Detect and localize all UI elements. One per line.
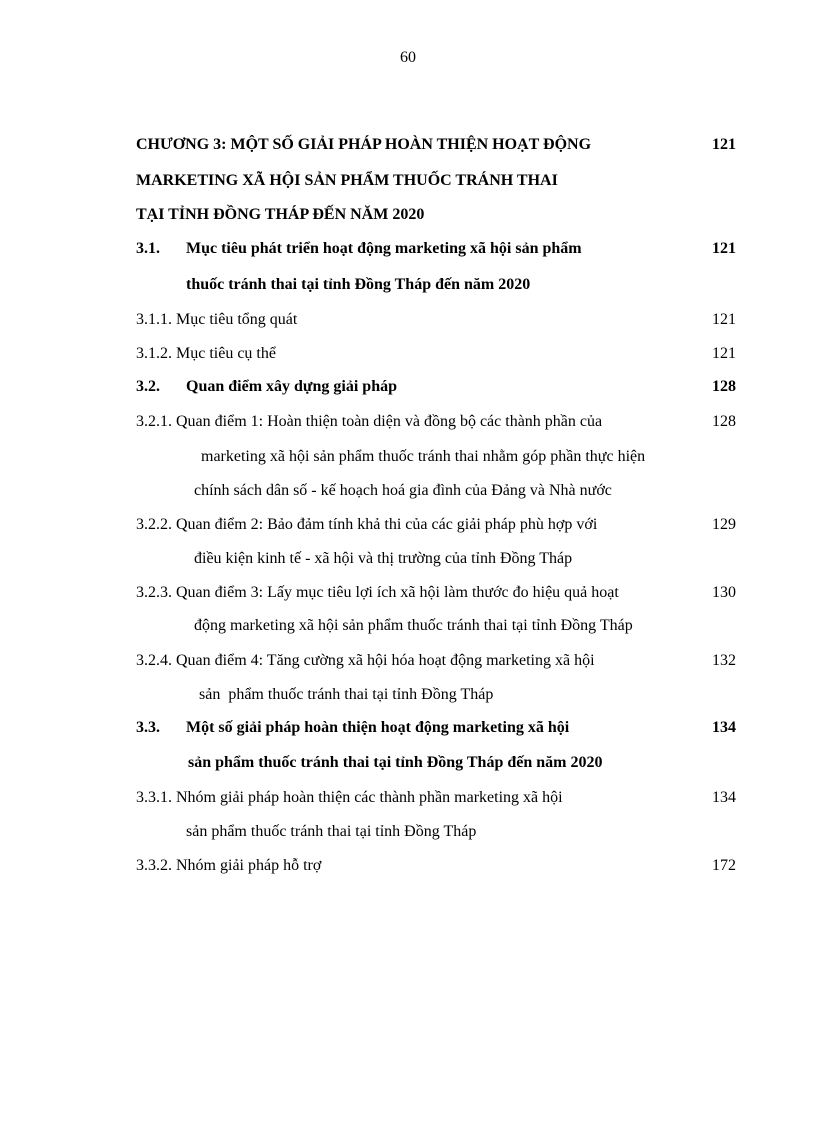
toc-number: 3.3.1. [136, 789, 172, 806]
toc-text-continued: động marketing xã hội sản phẩm thuốc tránh thai tại tỉnh Đồng Tháp [194, 617, 633, 634]
toc-text-continued: sản phẩm thuốc tránh thai tại tỉnh Đồng Tháp [199, 686, 494, 703]
toc-number: 3.3.2. [136, 857, 172, 874]
toc-text: Quan điểm xây dựng giải pháp [186, 378, 397, 395]
toc-text: Quan điểm 3: Lấy mục tiêu lợi ích xã hội làm thước đo hiệu quả hoạt [176, 584, 619, 601]
toc-subsection-3-2-2[interactable] [136, 513, 736, 537]
toc-subsection-3-1-1[interactable] [136, 308, 736, 332]
toc-text-continued: sản phẩm thuốc tránh thai tại tỉnh Đồng Tháp [186, 823, 477, 840]
toc-page-number: 130 [712, 584, 736, 601]
toc-subsection-3-2-4[interactable] [136, 649, 736, 673]
toc-page-number: 172 [712, 857, 736, 874]
toc-section-3-2[interactable] [136, 375, 736, 399]
toc-number: 3.1.1. [136, 311, 172, 328]
toc-number: 3.1.2. [136, 345, 172, 362]
toc-section-3-1[interactable] [136, 237, 736, 261]
toc-text: Quan điểm 4: Tăng cường xã hội hóa hoạt động marketing xã hội [176, 652, 595, 669]
toc-text: Mục tiêu phát triển hoạt động marketing xã hội sản phẩm [186, 240, 582, 257]
toc-subsection-3-3-2[interactable] [136, 854, 736, 878]
toc-number: 3.2. [136, 378, 160, 395]
toc-page-number: 121 [712, 311, 736, 328]
toc-subsection-3-3-1[interactable] [136, 786, 736, 810]
toc-text-continued: marketing xã hội sản phẩm thuốc tránh thai nhằm góp phần thực hiện [201, 448, 646, 465]
toc-text-continued: MARKETING XÃ HỘI SẢN PHẨM THUỐC TRÁNH THAI [136, 172, 558, 189]
toc-text: Quan điểm 1: Hoàn thiện toàn diện và đồng bộ các thành phần của [176, 413, 603, 430]
toc-text: CHƯƠNG 3: MỘT SỐ GIẢI PHÁP HOÀN THIỆN HOẠT ĐỘNG [136, 136, 592, 153]
toc-page-number: 134 [712, 719, 736, 736]
toc-number: 3.1. [136, 240, 160, 257]
toc-page-number: 121 [712, 136, 736, 153]
toc-number: 3.2.2. [136, 516, 172, 533]
toc-text: Một số giải pháp hoàn thiện hoạt động marketing xã hội [186, 719, 570, 736]
toc-text-continued: thuốc tránh thai tại tỉnh Đồng Tháp đến năm 2020 [186, 276, 531, 293]
toc-text: Quan điểm 2: Bảo đảm tính khả thi của các giải pháp phù hợp với [176, 516, 598, 533]
toc-page-number: 121 [712, 240, 736, 257]
toc-page-number: 121 [712, 345, 736, 362]
toc-page-number: 128 [712, 413, 736, 430]
toc-chapter-3[interactable] [136, 133, 736, 157]
toc-page-number: 128 [712, 378, 736, 395]
toc-text-continued: sản phẩm thuốc tránh thai tại tỉnh Đồng Tháp đến năm 2020 [188, 754, 603, 771]
toc-page-number: 132 [712, 652, 736, 669]
toc-subsection-3-1-2[interactable] [136, 342, 736, 366]
toc-subsection-3-2-3[interactable] [136, 581, 736, 605]
toc-number: 3.2.4. [136, 652, 172, 669]
toc-text: Mục tiêu tổng quát [176, 311, 298, 328]
toc-text-continued: chính sách dân số - kế hoạch hoá gia đình của Đảng và Nhà nước [194, 482, 612, 499]
page-number: 60 [400, 49, 416, 66]
toc-text-continued: TẠI TỈNH ĐỒNG THÁP ĐẾN NĂM 2020 [136, 206, 425, 223]
toc-subsection-3-2-1[interactable] [136, 410, 736, 434]
toc-page-number: 134 [712, 789, 736, 806]
toc-text: Nhóm giải pháp hỗ trợ [176, 857, 322, 874]
toc-page-number: 129 [712, 516, 736, 533]
toc-section-3-3[interactable] [136, 716, 736, 740]
toc-number: 3.3. [136, 719, 160, 736]
toc-number: 3.2.3. [136, 584, 172, 601]
toc-text-continued: điều kiện kinh tế - xã hội và thị trường của tỉnh Đồng Tháp [194, 550, 573, 567]
toc-number: 3.2.1. [136, 413, 172, 430]
toc-text: Nhóm giải pháp hoàn thiện các thành phần marketing xã hội [176, 789, 563, 806]
toc-text: Mục tiêu cụ thể [176, 345, 276, 362]
